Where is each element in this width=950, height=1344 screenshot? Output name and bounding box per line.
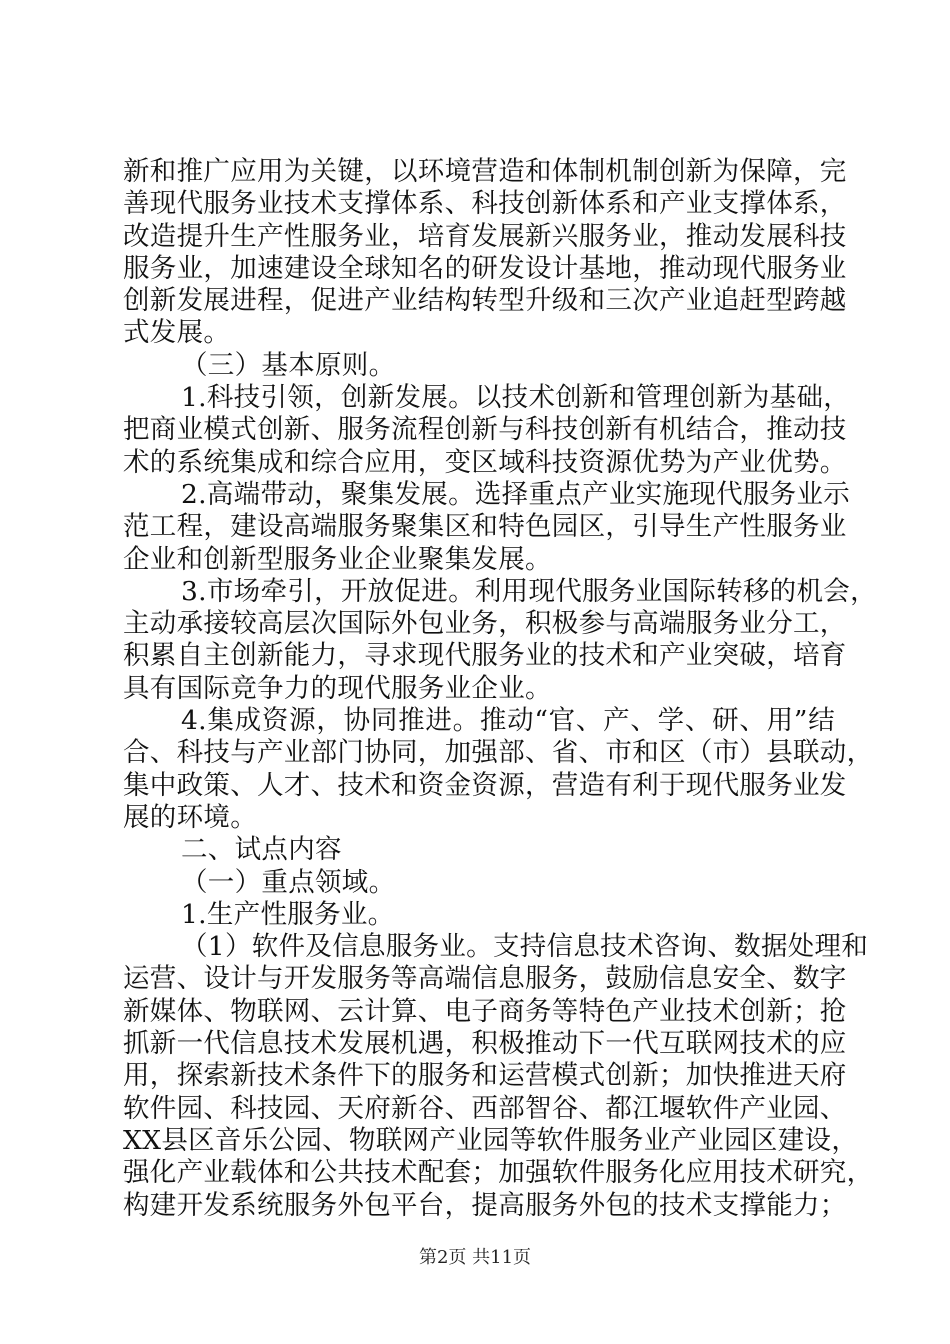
text-line: 服务业，加速建设全球知名的研发设计基地，推动现代服务业: [123, 252, 847, 284]
text-line: 主动承接较高层次国际外包业务，积极参与高端服务业分工，: [123, 608, 847, 640]
text-line: XX县区音乐公园、物联网产业园等软件服务业产业园区建设，: [123, 1124, 859, 1156]
section-heading: 1.生产性服务业。: [181, 898, 395, 930]
principle-item: 2.高端带动，聚集发展。选择重点产业实施现代服务业示: [181, 478, 851, 510]
text-line: 软件园、科技园、天府新谷、西部智谷、都江堰软件产业园、: [123, 1092, 847, 1124]
section-heading: 二、试点内容: [181, 834, 342, 866]
text-line: 善现代服务业技术支撑体系、科技创新体系和产业支撑体系，: [123, 188, 847, 220]
text-line: 创新发展进程，促进产业结构转型升级和三次产业追赶型跨越: [123, 285, 847, 317]
text-line: 改造提升生产性服务业，培育发展新兴服务业，推动发展科技: [123, 220, 847, 252]
principle-item: 3.市场牵引，开放促进。利用现代服务业国际转移的机会，: [181, 575, 877, 607]
text-line: 把商业模式创新、服务流程创新与科技创新有机结合，推动技: [123, 414, 847, 446]
text-line: 集中政策、人才、技术和资金资源，营造有利于现代服务业发: [123, 769, 847, 801]
principle-item: 1.科技引领，创新发展。以技术创新和管理创新为基础，: [181, 382, 851, 414]
text-line: 抓新一代信息技术发展机遇，积极推动下一代互联网技术的应: [123, 1028, 847, 1060]
text-line: 具有国际竞争力的现代服务业企业。: [123, 672, 552, 704]
text-line: 新和推广应用为关键，以环境营造和体制机制创新为保障，完: [123, 156, 847, 187]
text-line: 式发展。: [123, 317, 231, 349]
list-item: （1）软件及信息服务业。支持信息技术咨询、数据处理和: [181, 931, 869, 963]
principle-item: 4.集成资源，协同推进。推动“官、产、学、研、用”结: [181, 705, 835, 737]
text-line: 新媒体、物联网、云计算、电子商务等特色产业技术创新；抢: [123, 995, 847, 1027]
text-line: 积累自主创新能力，寻求现代服务业的技术和产业突破，培育: [123, 640, 847, 672]
text-line: 合、科技与产业部门协同，加强部、省、市和区（市）县联动，: [123, 737, 874, 769]
section-heading: （一）重点领域。: [181, 866, 396, 898]
text-line: 构建开发系统服务外包平台，提高服务外包的技术支撑能力；: [123, 1189, 847, 1221]
text-line: 运营、设计与开发服务等高端信息服务，鼓励信息安全、数字: [123, 963, 847, 995]
section-heading: （三）基本原则。: [181, 349, 396, 381]
text-line: 展的环境。: [123, 801, 257, 833]
document-body: [123, 156, 877, 1222]
text-line: 用，探索新技术条件下的服务和运营模式创新；加快推进天府: [123, 1060, 847, 1092]
text-line: 术的系统集成和综合应用，变区域科技资源优势为产业优势。: [123, 446, 847, 478]
page-number-footer: 第2页 共11页: [418, 1247, 532, 1268]
text-line: 范工程，建设高端服务聚集区和特色园区，引导生产性服务业: [123, 511, 847, 543]
text-line: 强化产业载体和公共技术配套；加强软件服务化应用技术研究，: [123, 1157, 874, 1189]
text-line: 企业和创新型服务业企业聚集发展。: [123, 543, 552, 575]
